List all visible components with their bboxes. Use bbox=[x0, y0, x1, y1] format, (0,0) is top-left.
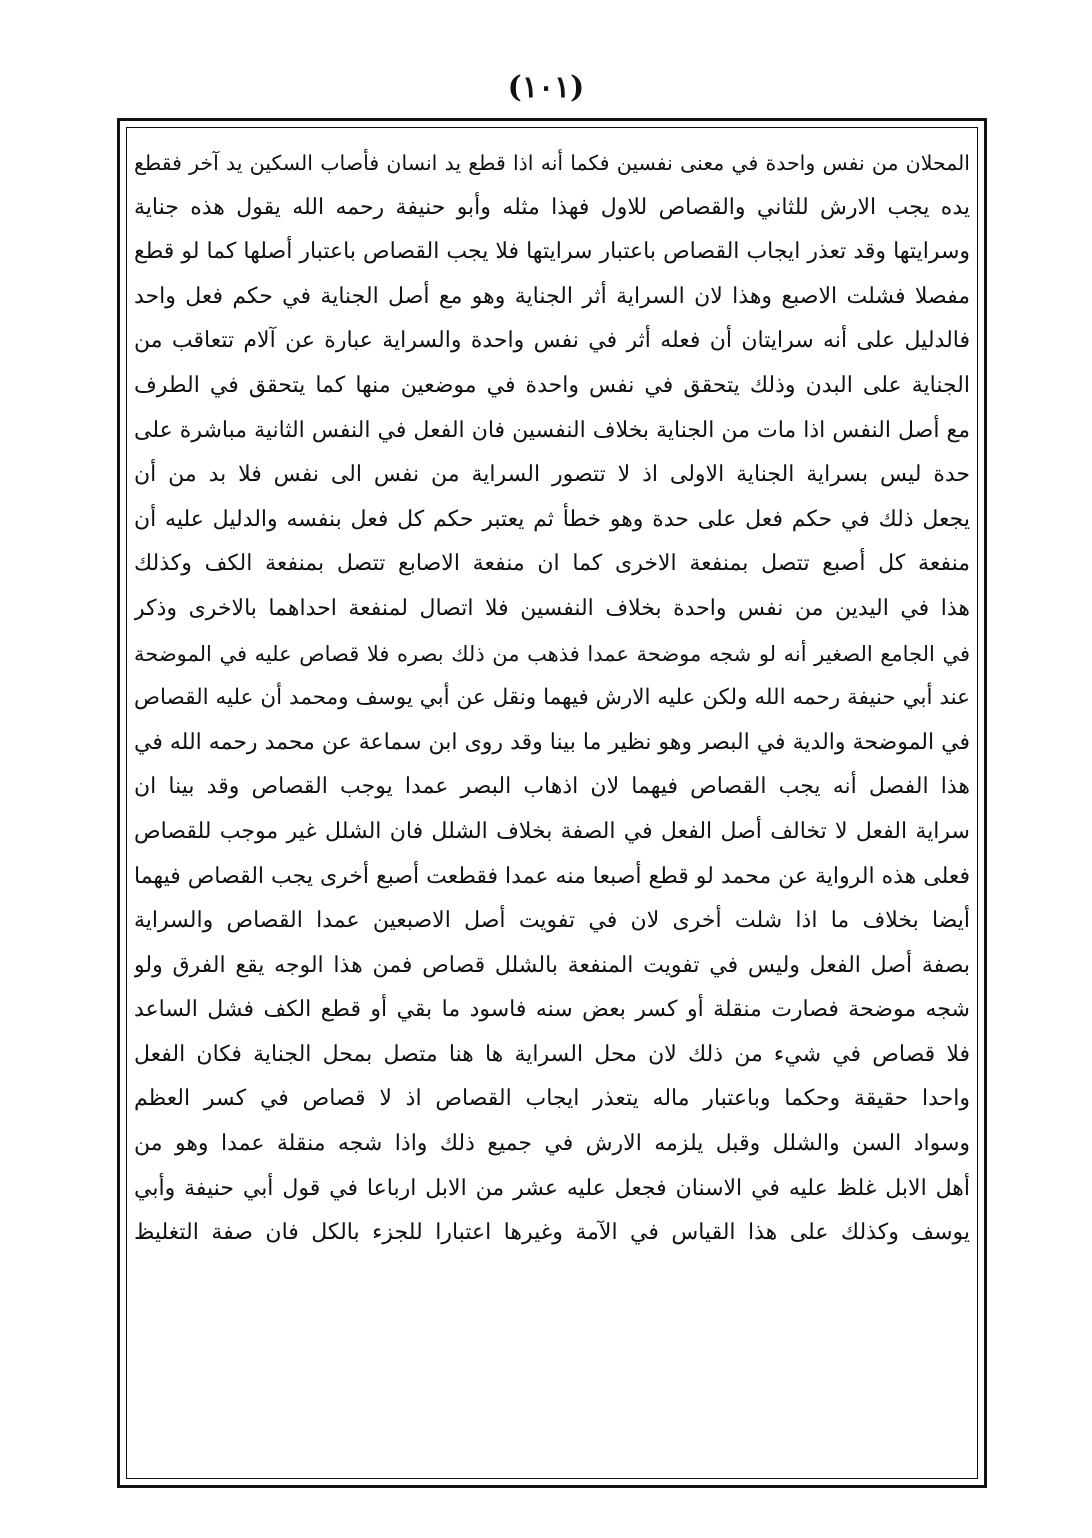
text-line: في الجامع الصغير أنه لو شجه موضحة عمدا فذهب من ذلك بصره فلا قصاص عليه في الموضحة bbox=[134, 641, 970, 666]
text-line: هذا الفصل أنه يجب القصاص فيهما لان اذهاب البصر عمدا يوجب القصاص وقد بينا ان bbox=[134, 774, 970, 800]
text-line: فالدليل على أنه سرايتان أن فعله أثر في نفس واحدة والسراية عبارة عن آلام تتعاقب من bbox=[134, 328, 970, 354]
text-line: يده يجب الارش للثاني والقصاص للاول فهذا مثله وأبو حنيفة رحمه الله يقول هذه جناية bbox=[134, 194, 970, 220]
text-line: فعلى هذه الرواية عن محمد لو قطع أصبعا منه عمدا فقطعت أصبع أخرى يجب القصاص فيهما bbox=[134, 863, 970, 889]
text-line: واحدا حقيقة وحكما وباعتبار ماله يتعذر ايجاب القصاص اذ لا قصاص في كسر العظم bbox=[134, 1086, 970, 1112]
text-line: المحلان من نفس واحدة في معنى نفسين فكما أنه اذا قطع يد انسان فأصاب السكين يد آخر فقطع bbox=[134, 151, 970, 175]
text-line: الجناية على البدن وذلك يتحقق في نفس واحدة في موضعين منها كما يتحقق في الطرف bbox=[134, 372, 970, 398]
text-line: في الموضحة والدية في البصر وهو نظير ما بينا وقد روى ابن سماعة عن محمد رحمه الله في bbox=[134, 729, 970, 755]
text-line: أهل الابل غلظ عليه في الاسنان فجعل عليه عشر من الابل ارباعا في قول أبي حنيفة وأبي bbox=[134, 1175, 970, 1201]
text-line: حدة ليس بسراية الجناية الاولى اذ لا تتصور السراية من نفس الى نفس فلا بد من أن bbox=[134, 462, 970, 488]
text-line: يوسف وكذلك على هذا القياس في الآمة وغيرها اعتبارا للجزء بالكل فان صفة التغليظ bbox=[134, 1220, 970, 1246]
text-line: هذا في اليدين من نفس واحدة بخلاف النفسين فلا اتصال لمنفعة احداهما بالاخرى وذكر bbox=[134, 595, 970, 621]
text-line: وسرايتها وقد تعذر ايجاب القصاص باعتبار سرايتها فلا يجب القصاص باعتبار أصلها كما لو قطع bbox=[134, 239, 970, 265]
text-line: فلا قصاص في شيء من ذلك لان محل السراية ها هنا متصل بمحل الجناية فكان الفعل bbox=[134, 1041, 970, 1067]
text-line: يجعل ذلك في حكم فعل على حدة وهو خطأ ثم يعتبر حكم كل فعل بنفسه والدليل عليه أن bbox=[134, 506, 970, 532]
text-line: شجه موضحة فصارت منقلة أو كسر بعض سنه فاسود ما بقي أو قطع الكف فشل الساعد bbox=[134, 997, 970, 1023]
text-line: وسواد السن والشلل وقبل يلزمه الارش في جميع ذلك واذا شجه منقلة عمدا وهو من bbox=[134, 1131, 970, 1157]
text-line: عند أبي حنيفة رحمه الله ولكن عليه الارش فيهما ونقل عن أبي يوسف ومحمد أن عليه القصاص bbox=[134, 685, 970, 711]
text-line: بصفة أصل الفعل وليس في تفويت المنفعة بالشلل قصاص فمن هذا الوجه يقع الفرق ولو bbox=[134, 952, 970, 978]
page-frame bbox=[117, 118, 987, 1488]
body-text bbox=[134, 141, 970, 1256]
page-number: (١٠١) bbox=[507, 70, 585, 105]
text-line: سراية الفعل لا تخالف أصل الفعل في الصفة بخلاف الشلل فان الشلل غير موجب للقصاص bbox=[134, 818, 970, 844]
text-line: أيضا بخلاف ما اذا شلت أخرى لان في تفويت أصل الاصبعين عمدا القصاص والسراية bbox=[134, 908, 970, 934]
text-line: منفعة كل أصبع تتصل بمنفعة الاخرى كما ان منفعة الاصابع تتصل بمنفعة الكف وكذلك bbox=[134, 551, 970, 577]
text-line: مع أصل النفس اذا مات من الجناية بخلاف النفسين فان الفعل في النفس الثانية مباشرة على bbox=[134, 417, 970, 443]
text-line: مفصلا فشلت الاصبع وهذا لان السراية أثر الجناية وهو مع أصل الجناية في حكم فعل واحد bbox=[134, 283, 970, 309]
